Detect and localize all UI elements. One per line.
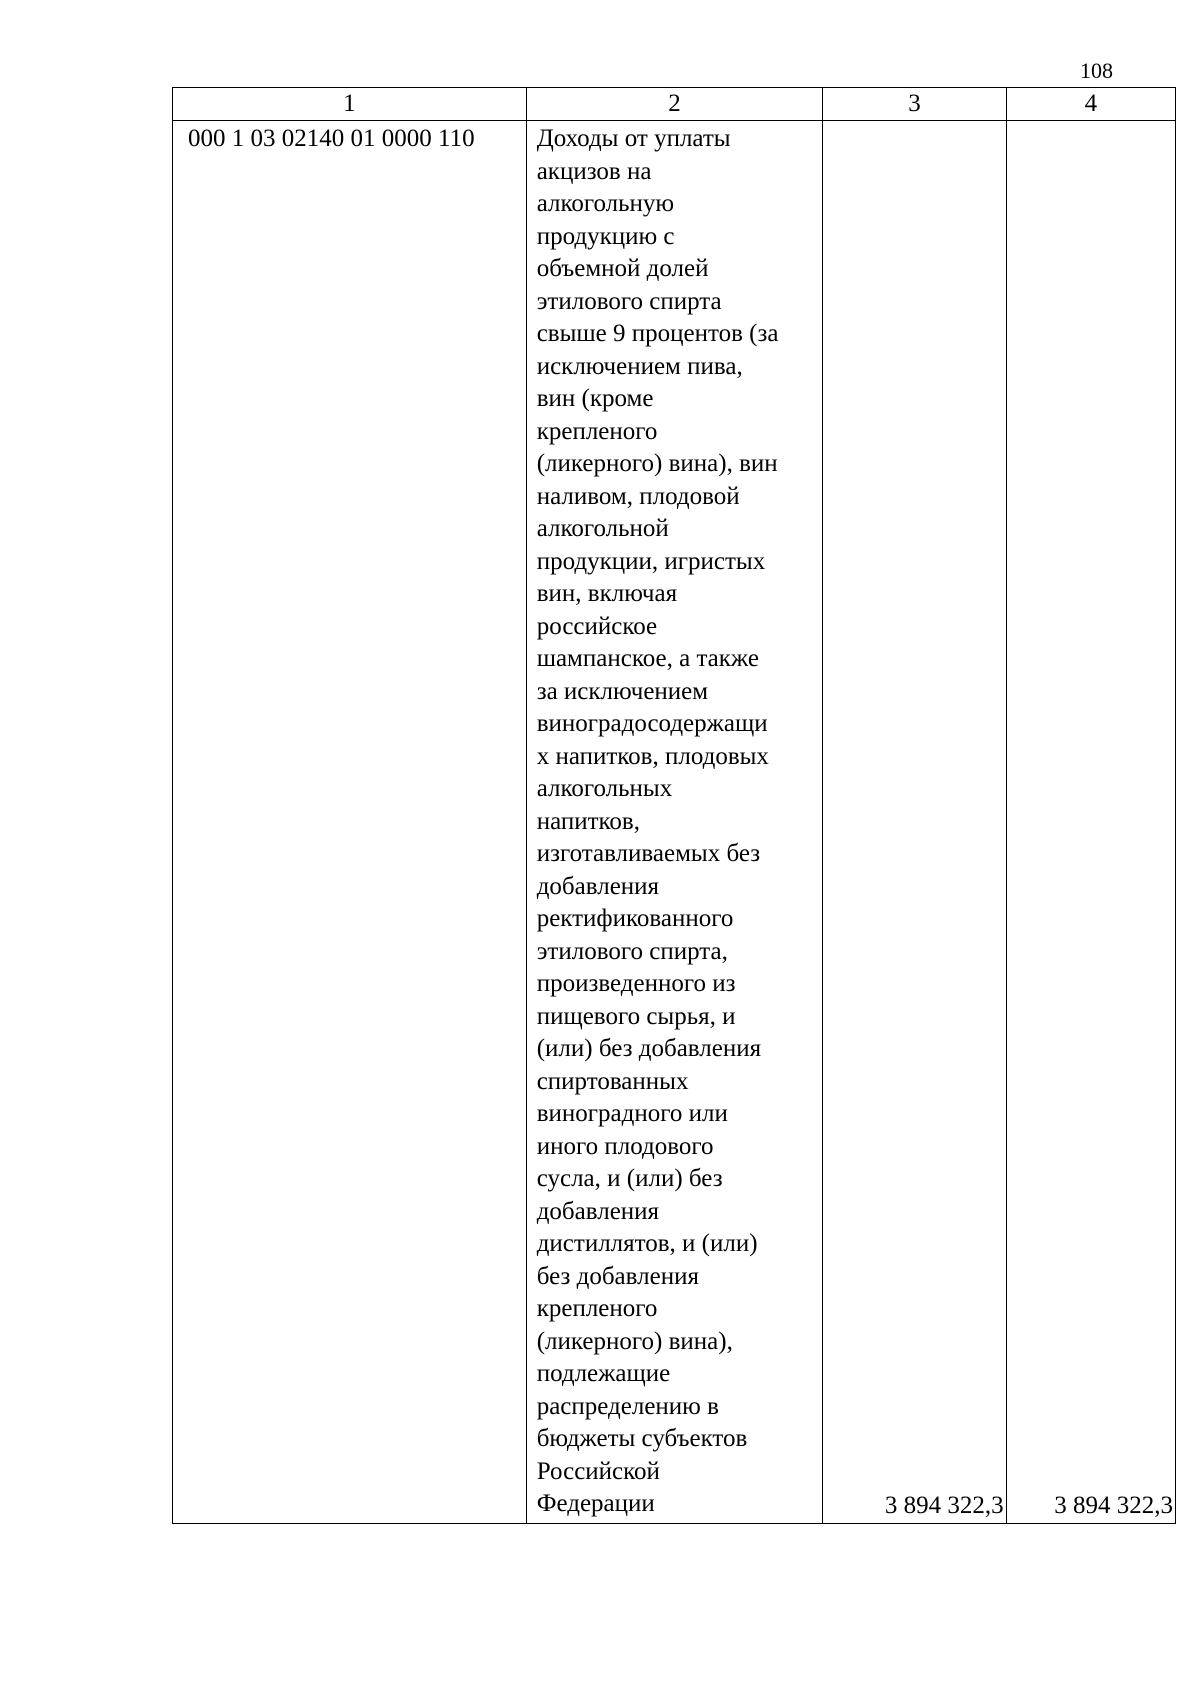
description-line: добавления (536, 872, 660, 900)
column-header-3: 3 (823, 88, 1006, 121)
amount-cell-col3: 3 894 322,3 (823, 121, 1006, 1524)
amount-cell-col4: 3 894 322,3 (1006, 121, 1175, 1524)
description-line: продукции, игристых (536, 547, 766, 575)
description-line: вин, включая (536, 580, 678, 607)
description-line: российское (536, 612, 658, 640)
description-line: спиртованных (536, 1067, 689, 1095)
description-line: наливом, плодовой (536, 482, 740, 510)
description-line: шампанское, а также (536, 645, 759, 672)
column-header-4: 4 (1006, 88, 1175, 121)
description-line: распределению в (536, 1392, 719, 1420)
table-header-row (173, 88, 1176, 121)
description-line: исключением пива, (536, 352, 743, 380)
description-line: без добавления (536, 1262, 699, 1290)
description-line: бюджеты субъектов (536, 1425, 748, 1452)
column-header-2: 2 (526, 88, 823, 121)
description-line: иного плодового (536, 1132, 714, 1160)
description-line: алкогольную (536, 190, 675, 217)
description-line: Российской (536, 1457, 660, 1485)
description-line: алкогольных (536, 775, 673, 802)
description-line: х напитков, плодовых (536, 742, 769, 770)
table-row (173, 121, 1176, 1524)
description-line: вин (кроме (536, 385, 654, 412)
description-line: за исключением (536, 677, 709, 705)
budget-code-cell: 000 1 03 02140 01 0000 110 (173, 121, 527, 1524)
description-line: сусла, и (или) без (536, 1165, 723, 1192)
description-line: виноградного или (536, 1100, 728, 1127)
description-line: продукцию с (536, 222, 675, 250)
description-line: акцизов на (536, 157, 652, 185)
description-line: дистиллятов, и (или) (536, 1230, 758, 1257)
description-line: этилового спирта, (536, 937, 728, 965)
description-line: свыше 9 процентов (за (536, 320, 779, 347)
description-line: подлежащие (536, 1360, 671, 1387)
description-line: Доходы от уплаты (536, 125, 731, 152)
description-line: алкогольной (536, 515, 669, 542)
description-line: пищевого сырья, и (536, 1002, 736, 1030)
page-number: 108 (1080, 58, 1113, 83)
description-line: Федерации (536, 1490, 655, 1517)
description-cell (526, 121, 823, 1524)
description-line: крепленого (536, 1295, 658, 1322)
description-line: напитков, (536, 807, 640, 835)
description-line: ректификованного (536, 905, 734, 932)
description-line: (или) без добавления (536, 1035, 762, 1062)
description-line: (ликерного) вина), (536, 1327, 733, 1355)
description-line: (ликерного) вина), вин (536, 450, 778, 477)
description-line: произведенного из (536, 970, 736, 997)
budget-table (172, 87, 1176, 1524)
column-header-1: 1 (173, 88, 527, 121)
description-line: изготавливаемых без (536, 840, 761, 867)
description-line: объемной долей (536, 255, 709, 282)
description-line: виноградосодержащи (536, 710, 768, 737)
description-line: крепленого (536, 417, 658, 445)
description-line: добавления (536, 1197, 660, 1225)
description-line: этилового спирта (536, 287, 722, 315)
